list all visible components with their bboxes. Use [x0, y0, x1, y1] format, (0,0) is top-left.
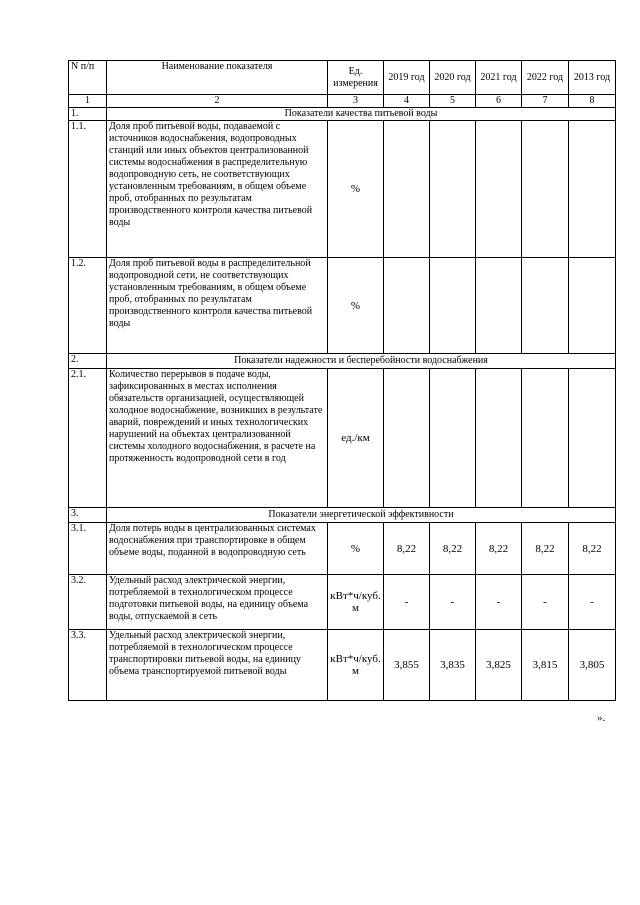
header-unit: Ед. измерения [328, 61, 384, 95]
section-num: 2. [69, 354, 107, 369]
closing-quote-mark: ». [597, 712, 606, 724]
header-year: 2022 год [522, 61, 569, 95]
section-row [69, 354, 616, 369]
row-name: Доля проб питьевой воды, подаваемой с источников водоснабжения, водопроводных станций или иных объектов централизованной системы водоснабжения в распределительную водопроводную сеть, не соответствующих установленным требованиям, в общем объеме проб, отобранных по результатам производственного контроля качества питьевой воды [107, 121, 328, 258]
row-unit: % [328, 258, 384, 354]
row-value [384, 121, 430, 258]
row-unit: ед./км [328, 369, 384, 508]
row-num: 3.3. [69, 630, 107, 701]
col-number: 3 [328, 95, 384, 108]
col-number: 7 [522, 95, 569, 108]
row-num: 3.2. [69, 575, 107, 630]
col-number: 5 [430, 95, 476, 108]
row-value: 8,22 [384, 523, 430, 575]
row-unit: кВт*ч/куб. м [328, 575, 384, 630]
indicators-table [68, 60, 616, 701]
section-title: Показатели качества питьевой воды [107, 108, 616, 121]
row-name: Удельный расход электрической энергии, потребляемой в технологическом процессе подготовки питьевой воды, на единицу объема воды, отпускаемой в сеть [107, 575, 328, 630]
col-number: 8 [569, 95, 616, 108]
row-value [476, 121, 522, 258]
section-row [69, 108, 616, 121]
row-value [569, 121, 616, 258]
header-year: 2013 год [569, 61, 616, 95]
row-value [476, 258, 522, 354]
row-value: 8,22 [522, 523, 569, 575]
section-title: Показатели энергетической эффективности [107, 508, 616, 523]
row-value: 3,825 [476, 630, 522, 701]
row-name: Удельный расход электрической энергии, потребляемой в технологическом процессе транспортировки питьевой воды, на единицу объема транспортируемой питьевой воды [107, 630, 328, 701]
row-value [430, 369, 476, 508]
col-number: 1 [69, 95, 107, 108]
col-number: 4 [384, 95, 430, 108]
row-value: 3,855 [384, 630, 430, 701]
col-number: 6 [476, 95, 522, 108]
row-value: 3,835 [430, 630, 476, 701]
section-title: Показатели надежности и бесперебойности водоснабжения [107, 354, 616, 369]
row-value: 8,22 [430, 523, 476, 575]
col-number: 2 [107, 95, 328, 108]
section-num: 1. [69, 108, 107, 121]
row-unit: % [328, 523, 384, 575]
row-value: 8,22 [569, 523, 616, 575]
row-num: 1.1. [69, 121, 107, 258]
row-value: 3,815 [522, 630, 569, 701]
row-value: - [476, 575, 522, 630]
row-value [569, 258, 616, 354]
row-value: - [430, 575, 476, 630]
row-value [522, 369, 569, 508]
row-name: Доля проб питьевой воды в распределительной водопроводной сети, не соответствующих установленным требованиям, в общем объеме проб, отобранных по результатам производственного контроля качества питьевой воды [107, 258, 328, 354]
row-unit: кВт*ч/куб. м [328, 630, 384, 701]
header-num: N п/п [69, 61, 107, 95]
table-row [69, 258, 616, 354]
section-num: 3. [69, 508, 107, 523]
row-value: - [384, 575, 430, 630]
table-row [69, 523, 616, 575]
row-value [569, 369, 616, 508]
table-row [69, 121, 616, 258]
row-value: - [522, 575, 569, 630]
row-value [430, 121, 476, 258]
header-year: 2020 год [430, 61, 476, 95]
row-value: - [569, 575, 616, 630]
header-year: 2019 год [384, 61, 430, 95]
row-num: 1.2. [69, 258, 107, 354]
table-row [69, 575, 616, 630]
row-name: Доля потерь воды в централизованных системах водоснабжения при транспортировке в общем объеме воды, поданной в водопроводную сеть [107, 523, 328, 575]
row-value [522, 121, 569, 258]
column-number-row [69, 95, 616, 108]
header-year: 2021 год [476, 61, 522, 95]
row-value [476, 369, 522, 508]
row-value: 3,805 [569, 630, 616, 701]
header-name: Наименование показателя [107, 61, 328, 95]
row-num: 3.1. [69, 523, 107, 575]
row-name: Количество перерывов в подаче воды, зафиксированных в местах исполнения обязательств организацией, осуществляющей холодное водоснабжение, возникших в результате аварий, повреждений и иных технологических нарушений на объектах централизованной системы холодного водоснабжения, в расчете на протяженность водопроводной сети в год [107, 369, 328, 508]
header-row [69, 61, 616, 95]
row-value [384, 369, 430, 508]
row-value [384, 258, 430, 354]
row-num: 2.1. [69, 369, 107, 508]
section-row [69, 508, 616, 523]
row-value [522, 258, 569, 354]
table-row [69, 630, 616, 701]
row-value: 8,22 [476, 523, 522, 575]
row-value [430, 258, 476, 354]
row-unit: % [328, 121, 384, 258]
table-row [69, 369, 616, 508]
